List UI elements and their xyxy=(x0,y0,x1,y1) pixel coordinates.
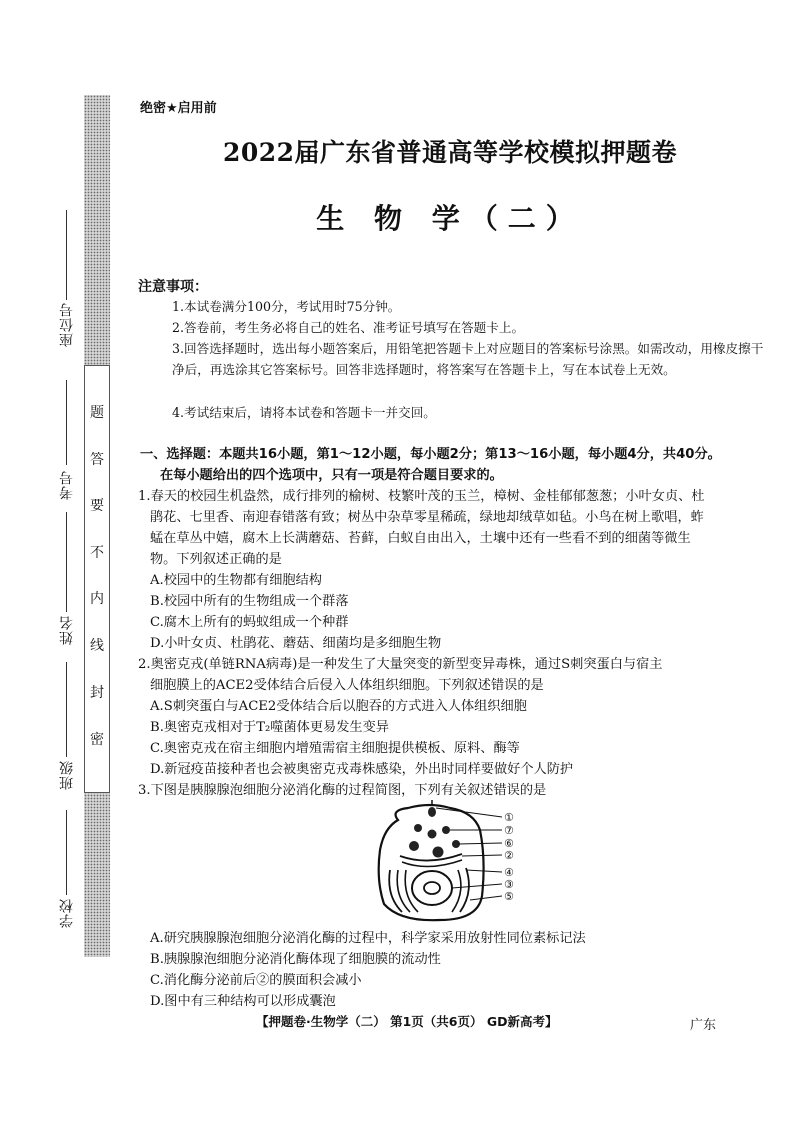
seat-number-label: 座位号 xyxy=(59,302,75,347)
exam-number-line xyxy=(66,380,67,465)
note-item: 3.回答选择题时，选出每小题答案后，用铅笔把答题卡上对应题目的答案标号涂黑。如需改动，用橡皮擦干净后，再选涂其它答案标号。回答非选择题时，将答案写在答题卡上，写在本试卷上无效。 xyxy=(172,341,764,377)
question-2-option-d: D.新冠疫苗接种者也会被奥密克戎毒株感染，外出时同样要做好个人防护 xyxy=(150,762,574,777)
warning-char: 要 xyxy=(90,498,104,514)
note-item: 1.本试卷满分100分，考试用时75分钟。 xyxy=(172,299,401,314)
note-item: 4.考试结束后，请将本试卷和答题卡一并交回。 xyxy=(172,405,436,420)
vesicle xyxy=(433,847,444,858)
figure-label: ⑥ xyxy=(504,837,514,850)
exam-title: 2022届广东省普通高等学校模拟押题卷 xyxy=(222,138,678,167)
vesicle xyxy=(442,826,450,834)
figure-label: ⑤ xyxy=(504,890,514,903)
question-1-option-d: D.小叶女贞、杜鹃花、蘑菇、细菌均是多细胞生物 xyxy=(150,636,442,651)
question-1-line: 1.春天的校园生机盎然，成行排列的榆树、枝繁叶茂的玉兰，樟树、金桂郁郁葱葱；小叶女贞、杜 xyxy=(138,489,705,504)
vesicle xyxy=(409,841,419,851)
subject-title: 生 物 学（二） xyxy=(316,202,584,235)
exam-number-label: 考号 xyxy=(59,470,75,500)
question-3-option-a: A.研究胰腺腺泡细胞分泌消化酶的过程中，科学家采用放射性同位素标记法 xyxy=(150,931,586,946)
question-2-option-a: A.S刺突蛋白与ACE2受体结合后以胞吞的方式进入人体组织细胞 xyxy=(150,699,527,714)
question-2-option-b: B.奥密克戎相对于T₂噬菌体更易发生变异 xyxy=(150,720,389,735)
question-1-option-c: C.腐木上所有的蚂蚁组成一个种群 xyxy=(150,615,349,630)
school-label: 学校 xyxy=(59,898,75,928)
section-heading-line2: 在每小题给出的四个选项中，只有一项是符合题目要求的。 xyxy=(160,468,503,483)
nucleus xyxy=(412,871,452,905)
question-1-option-a: A.校园中的生物都有细胞结构 xyxy=(150,573,322,588)
figure-label: ② xyxy=(504,849,514,862)
class-line xyxy=(66,662,67,757)
secretory-vesicle xyxy=(428,807,436,817)
vesicle xyxy=(428,830,437,839)
question-1-line: 物。下列叙述正确的是 xyxy=(150,552,282,567)
figure-label: ① xyxy=(504,811,514,824)
question-3-line: 3.下图是胰腺腺泡细胞分泌消化酶的过程简图，下列有关叙述错误的是 xyxy=(138,783,547,798)
seat-number-line xyxy=(66,210,67,300)
notes-heading: 注意事项： xyxy=(138,279,208,295)
warning-char: 密 xyxy=(90,732,104,748)
confidential-label: 绝密★启用前 xyxy=(140,101,217,116)
warning-char: 不 xyxy=(90,545,104,561)
warning-char: 题 xyxy=(90,405,104,421)
warning-char: 线 xyxy=(90,638,104,654)
name-label: 姓名 xyxy=(59,615,75,645)
vesicle xyxy=(414,824,422,832)
warning-char: 内 xyxy=(90,591,104,607)
pancreatic-cell-figure xyxy=(370,800,530,925)
section-heading-line1: 一、选择题：本题共16小题，第1～12小题，每小题2分；第13～16小题，每小题4分，共40分。 xyxy=(140,447,721,462)
warning-char: 封 xyxy=(90,685,104,701)
note-item: 2.答卷前，考生务必将自己的姓名、准考证号填写在答题卡上。 xyxy=(172,320,525,335)
school-line xyxy=(66,810,67,895)
section-heading xyxy=(140,444,721,486)
question-2-line: 2.奥密克戎(单链RNA病毒)是一种发生了大量突变的新型变异毒株，通过S刺突蛋白与宿主 xyxy=(138,657,663,672)
warning-char: 答 xyxy=(90,452,104,468)
question-3-option-b: B.胰腺腺泡细胞分泌消化酶体现了细胞膜的流动性 xyxy=(150,952,441,967)
page-footer: 【押题卷·生物学（二） 第1页（共6页） GD新高考】 xyxy=(256,1014,558,1029)
figure-label: ④ xyxy=(504,866,514,879)
figure-label: ③ xyxy=(504,878,514,891)
question-3-option-d: D.图中有三种结构可以形成囊泡 xyxy=(150,994,336,1009)
question-2-line: 细胞膜上的ACE2受体结合后侵入人体组织细胞。下列叙述错误的是 xyxy=(150,678,544,693)
name-line xyxy=(66,512,67,612)
region-label: 广东 xyxy=(690,1018,717,1033)
question-1-option-b: B.校园中所有的生物组成一个群落 xyxy=(150,594,349,609)
question-3-option-c: C.消化酶分泌前后②的膜面积会减小 xyxy=(150,973,362,988)
figure-label: ⑦ xyxy=(504,824,514,837)
question-2-option-c: C.奥密克戎在宿主细胞内增殖需宿主细胞提供模板、原料、酶等 xyxy=(150,741,520,756)
question-1-line: 蜢在草丛中嬉，腐木上长满蘑菇、苔藓，白蚁自由出入，土壤中还有一些看不到的细菌等微生 xyxy=(150,531,691,546)
question-1-line: 鹃花、七里香、南迎春错落有致；树丛中杂草零星稀疏，绿地却绒草如毡。小鸟在树上歌唱，蚱 xyxy=(150,510,704,525)
seal-line-warning-box xyxy=(84,365,110,793)
class-label: 班级 xyxy=(59,760,75,790)
